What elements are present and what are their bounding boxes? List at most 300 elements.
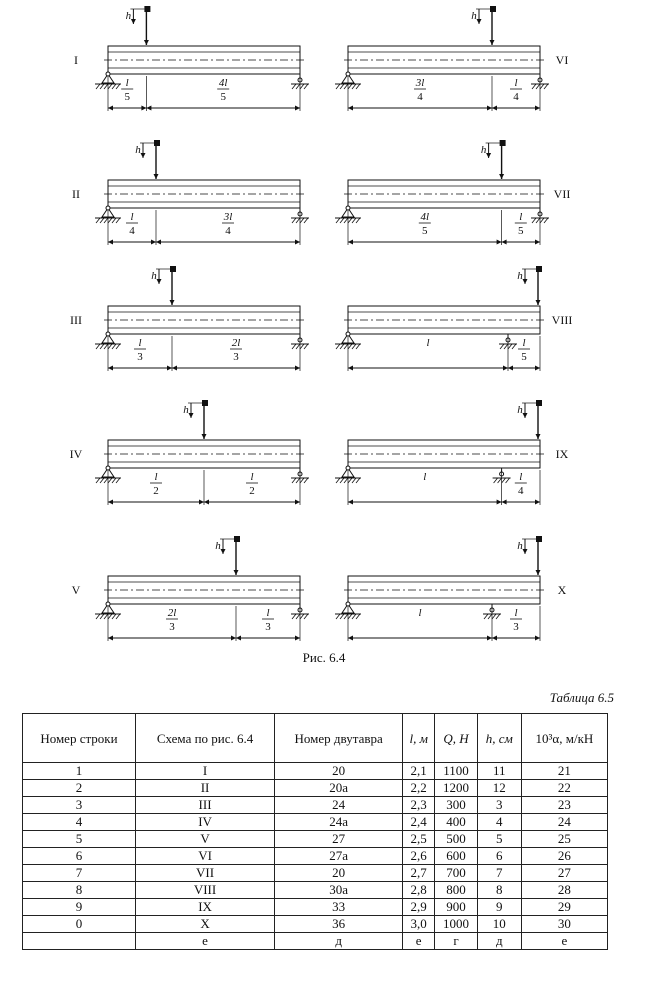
ground-hatch [100,614,104,619]
cell-length: 2,3 [403,797,435,814]
ground-hatch [292,344,296,349]
ground-hatch [100,218,104,223]
ground-hatch [100,84,104,89]
header-load: Q, Н [435,714,478,763]
footer-load: г [435,933,478,950]
table-row [23,865,608,882]
scheme-number: IX [555,447,569,461]
ground-hatch [344,614,348,619]
ground-hatch [104,344,108,349]
ground-hatch [108,614,112,619]
cell-scheme: IV [135,814,274,831]
ground-hatch [300,218,304,223]
span-a-fraction-denominator: 5 [124,91,130,103]
ground-hatch [352,478,356,483]
ground-hatch [112,344,116,349]
ground-hatch [356,84,360,89]
ground-hatch [104,614,108,619]
cell-beam-number: 36 [275,916,403,933]
span-a-fraction-numerator: l [423,471,427,483]
span-a-fraction-denominator: 3 [169,621,175,633]
load-arrow [536,434,541,439]
table-row [23,763,608,780]
h-label: h [215,540,221,552]
ground-hatch [540,218,544,223]
ground-hatch [104,84,108,89]
span-a-arrow [108,636,113,641]
load-weight [154,140,160,146]
h-arrow [523,549,528,554]
cell-height: 12 [477,780,521,797]
ground-hatch [356,344,360,349]
cell-scheme: X [135,916,274,933]
cell-length: 2,1 [403,763,435,780]
span-b-fraction-denominator: 5 [521,351,527,363]
cell-row-number: 4 [23,814,136,831]
load-weight [536,400,542,406]
h-label: h [517,270,523,282]
table-row [23,882,608,899]
cell-scheme: VIII [135,882,274,899]
h-arrow [131,19,136,24]
ground-hatch [292,218,296,223]
cell-height: 4 [477,814,521,831]
ground-hatch [540,84,544,89]
header-height: h, см [477,714,521,763]
cell-height: 9 [477,899,521,916]
ground-hatch [116,218,120,223]
span-b-fraction-denominator: 4 [225,225,231,237]
table-footer-row [23,933,608,950]
pin-support-hinge [346,72,350,76]
ground-hatch [356,614,360,619]
cell-beam-number: 20а [275,780,403,797]
scheme-number: VIII [551,313,573,327]
ground-hatch [108,478,112,483]
span-b-arrow [172,366,177,371]
pin-support-hinge [106,206,110,210]
ground-hatch [112,84,116,89]
ground-hatch [336,478,340,483]
span-b-arrow [535,636,540,641]
cell-height: 3 [477,797,521,814]
ground-hatch [100,344,104,349]
ground-hatch [296,614,300,619]
cell-scheme: II [135,780,274,797]
ground-hatch [96,218,100,223]
span-b-fraction-numerator: l [519,471,523,483]
cell-beam-number: 20 [275,865,403,882]
ground-hatch [304,344,308,349]
ground-hatch [108,218,112,223]
ground-hatch [352,614,356,619]
ground-hatch [112,218,116,223]
load-weight [500,140,506,146]
span-b-fraction-numerator: 3l [223,211,233,223]
table-row [23,831,608,848]
ground-hatch [116,84,120,89]
ground-hatch [352,84,356,89]
footer-length: е [403,933,435,950]
cell-beam-number: 24 [275,797,403,814]
ground-hatch [536,84,540,89]
ground-hatch [104,218,108,223]
ground-hatch [500,344,504,349]
ground-hatch [340,84,344,89]
table-row [23,780,608,797]
span-b-arrow [295,106,300,111]
span-b-fraction-numerator: l [266,607,270,619]
ground-hatch [344,478,348,483]
table-row [23,899,608,916]
span-a-arrow [108,366,113,371]
cell-load: 400 [435,814,478,831]
footer-alpha: е [521,933,607,950]
cell-height: 10 [477,916,521,933]
ground-hatch [300,344,304,349]
span-b-fraction-numerator: l [514,607,518,619]
span-a-fraction-numerator: l [154,471,158,483]
span-a-arrow [487,636,492,641]
span-a-fraction-denominator: 2 [153,485,159,497]
span-a-arrow [348,366,353,371]
cell-beam-number: 24а [275,814,403,831]
ground-hatch [498,478,502,483]
cell-scheme: III [135,797,274,814]
cell-alpha: 27 [521,865,607,882]
ground-hatch [492,614,496,619]
ground-hatch [536,218,540,223]
h-label: h [135,144,141,156]
cell-load: 1200 [435,780,478,797]
cell-row-number: 8 [23,882,136,899]
h-arrow [523,413,528,418]
span-a-arrow [167,366,172,371]
span-a-fraction-numerator: l [130,211,134,223]
cell-height: 8 [477,882,521,899]
ground-hatch [336,218,340,223]
ground-hatch [508,344,512,349]
cell-row-number: 2 [23,780,136,797]
ground-hatch [494,478,498,483]
ground-hatch [340,478,344,483]
span-b-fraction-numerator: 2l [231,337,241,349]
ground-hatch [344,84,348,89]
load-arrow [499,174,504,179]
span-b-fraction-numerator: l [519,211,523,223]
span-a-fraction-numerator: l [426,337,430,349]
span-a-arrow [199,500,204,505]
cell-row-number: 1 [23,763,136,780]
cell-height: 5 [477,831,521,848]
load-weight [234,536,240,542]
cell-row-number: 5 [23,831,136,848]
scheme-number: III [70,313,82,327]
load-arrow [490,40,495,45]
cell-scheme: VI [135,848,274,865]
pin-support-hinge [346,206,350,210]
ground-hatch [116,478,120,483]
h-label: h [517,404,523,416]
ground-hatch [502,478,506,483]
ground-hatch [108,344,112,349]
load-weight [536,536,542,542]
ground-hatch [356,478,360,483]
span-b-arrow [236,636,241,641]
span-a-fraction-denominator: 4 [417,91,423,103]
ground-hatch [304,84,308,89]
table-row [23,848,608,865]
cell-load: 300 [435,797,478,814]
load-weight [536,266,542,272]
footer-row-number [23,933,136,950]
h-label: h [480,144,487,156]
scheme-number: X [557,583,567,597]
ground-hatch [336,614,340,619]
ground-hatch [348,614,352,619]
load-weight [170,266,176,272]
header-beam-number: Номер двутавра [275,714,403,763]
span-a-arrow [497,500,502,505]
span-b-fraction-denominator: 5 [220,91,226,103]
header-length: l, м [403,714,435,763]
span-a-arrow [348,636,353,641]
scheme-number: VI [555,53,569,67]
pin-support-hinge [346,602,350,606]
span-a-fraction-numerator: l [125,77,129,89]
cell-length: 2,4 [403,814,435,831]
span-b-fraction-denominator: 2 [249,485,255,497]
cell-load: 800 [435,882,478,899]
cell-alpha: 28 [521,882,607,899]
ground-hatch [336,84,340,89]
span-a-arrow [231,636,236,641]
ground-hatch [352,344,356,349]
scheme-number: VII [553,187,571,201]
span-b-arrow [492,636,497,641]
h-label: h [517,540,523,552]
ground-hatch [292,614,296,619]
span-b-fraction-denominator: 3 [233,351,239,363]
header-alpha: 10³α, м/кН [521,714,607,763]
ground-hatch [348,84,352,89]
span-b-arrow [492,106,497,111]
cell-row-number: 9 [23,899,136,916]
cell-load: 1000 [435,916,478,933]
h-label: h [183,404,189,416]
span-b-arrow [535,366,540,371]
ground-hatch [296,218,300,223]
span-a-fraction-numerator: l [138,337,142,349]
footer-height: д [477,933,521,950]
span-a-fraction-denominator: 4 [129,225,135,237]
ground-hatch [292,84,296,89]
figure-caption: Рис. 6.4 [302,650,346,665]
cell-beam-number: 30а [275,882,403,899]
span-b-fraction-numerator: l [522,337,526,349]
ground-hatch [532,218,536,223]
ground-hatch [116,344,120,349]
cell-height: 6 [477,848,521,865]
load-arrow [170,300,175,305]
cell-load: 1100 [435,763,478,780]
ground-hatch [544,218,548,223]
cell-beam-number: 27 [275,831,403,848]
cell-row-number: 6 [23,848,136,865]
table-row [23,916,608,933]
span-a-fraction-numerator: 3l [415,77,425,89]
ground-hatch [104,478,108,483]
footer-beam-number: д [275,933,403,950]
ground-hatch [512,344,516,349]
cell-alpha: 29 [521,899,607,916]
span-b-fraction-denominator: 3 [265,621,271,633]
span-a-fraction-denominator: 5 [422,225,428,237]
ground-hatch [344,218,348,223]
ground-hatch [304,218,308,223]
span-a-arrow [497,240,502,245]
cell-length: 3,0 [403,916,435,933]
cell-load: 900 [435,899,478,916]
span-a-fraction-numerator: l [418,607,422,619]
span-a-arrow [151,240,156,245]
ground-hatch [300,614,304,619]
pin-support-hinge [106,332,110,336]
ground-hatch [356,218,360,223]
cell-scheme: V [135,831,274,848]
cell-alpha: 21 [521,763,607,780]
table-row [23,797,608,814]
h-arrow [157,279,162,284]
cell-beam-number: 33 [275,899,403,916]
ground-hatch [96,614,100,619]
h-arrow [141,153,146,158]
ground-hatch [292,478,296,483]
pin-support-hinge [346,466,350,470]
ground-hatch [504,344,508,349]
ground-hatch [532,84,536,89]
h-arrow [486,153,491,158]
ground-hatch [340,344,344,349]
span-a-arrow [348,240,353,245]
h-arrow [221,549,226,554]
ground-hatch [304,614,308,619]
ground-hatch [108,84,112,89]
load-weight [490,6,496,12]
cell-length: 2,5 [403,831,435,848]
ground-hatch [484,614,488,619]
span-a-arrow [108,106,113,111]
span-a-arrow [487,106,492,111]
scheme-number: IV [69,447,83,461]
pin-support-hinge [106,602,110,606]
span-a-arrow [348,500,353,505]
cell-height: 11 [477,763,521,780]
span-a-arrow [108,500,113,505]
ground-hatch [100,478,104,483]
span-b-fraction-numerator: l [250,471,254,483]
ground-hatch [340,218,344,223]
load-arrow [154,174,159,179]
ground-hatch [296,344,300,349]
ground-hatch [348,478,352,483]
h-label: h [125,10,132,22]
ground-hatch [488,614,492,619]
ground-hatch [96,478,100,483]
span-b-arrow [146,106,151,111]
table-header-row [23,714,608,763]
pin-support-hinge [106,466,110,470]
span-a-arrow [503,366,508,371]
load-weight [144,6,150,12]
ground-hatch [296,84,300,89]
span-b-arrow [295,636,300,641]
span-b-fraction-denominator: 4 [518,485,524,497]
data-table [22,713,608,950]
cell-alpha: 30 [521,916,607,933]
span-b-arrow [508,366,513,371]
h-arrow [189,413,194,418]
h-label: h [151,270,157,282]
ground-hatch [304,478,308,483]
span-b-arrow [156,240,161,245]
cell-load: 500 [435,831,478,848]
cell-alpha: 23 [521,797,607,814]
scheme-number: I [74,53,78,67]
cell-scheme: I [135,763,274,780]
ground-hatch [116,614,120,619]
table-row [23,814,608,831]
ground-hatch [352,218,356,223]
span-a-fraction-denominator: 3 [137,351,143,363]
ground-hatch [112,478,116,483]
cell-length: 2,2 [403,780,435,797]
cell-load: 600 [435,848,478,865]
ground-hatch [96,84,100,89]
header-row-number: Номер строки [23,714,136,763]
cell-scheme: IX [135,899,274,916]
ground-hatch [300,478,304,483]
span-a-arrow [108,240,113,245]
span-b-arrow [295,240,300,245]
cell-beam-number: 27а [275,848,403,865]
ground-hatch [344,344,348,349]
cell-row-number: 0 [23,916,136,933]
ground-hatch [496,614,500,619]
span-b-arrow [295,500,300,505]
span-b-arrow [535,240,540,245]
pin-support-hinge [106,72,110,76]
ground-hatch [506,478,510,483]
pin-support-hinge [346,332,350,336]
span-a-arrow [348,106,353,111]
span-a-arrow [141,106,146,111]
ground-hatch [96,344,100,349]
span-b-fraction-numerator: 4l [218,77,228,89]
cell-alpha: 26 [521,848,607,865]
table-title: Таблица 6.5 [549,690,614,705]
load-arrow [144,40,149,45]
scheme-number: II [72,187,80,201]
ground-hatch [348,218,352,223]
load-weight [202,400,208,406]
scheme-number: V [71,583,81,597]
cell-row-number: 7 [23,865,136,882]
ground-hatch [544,84,548,89]
load-arrow [202,434,207,439]
cell-length: 2,8 [403,882,435,899]
footer-scheme: е [135,933,274,950]
